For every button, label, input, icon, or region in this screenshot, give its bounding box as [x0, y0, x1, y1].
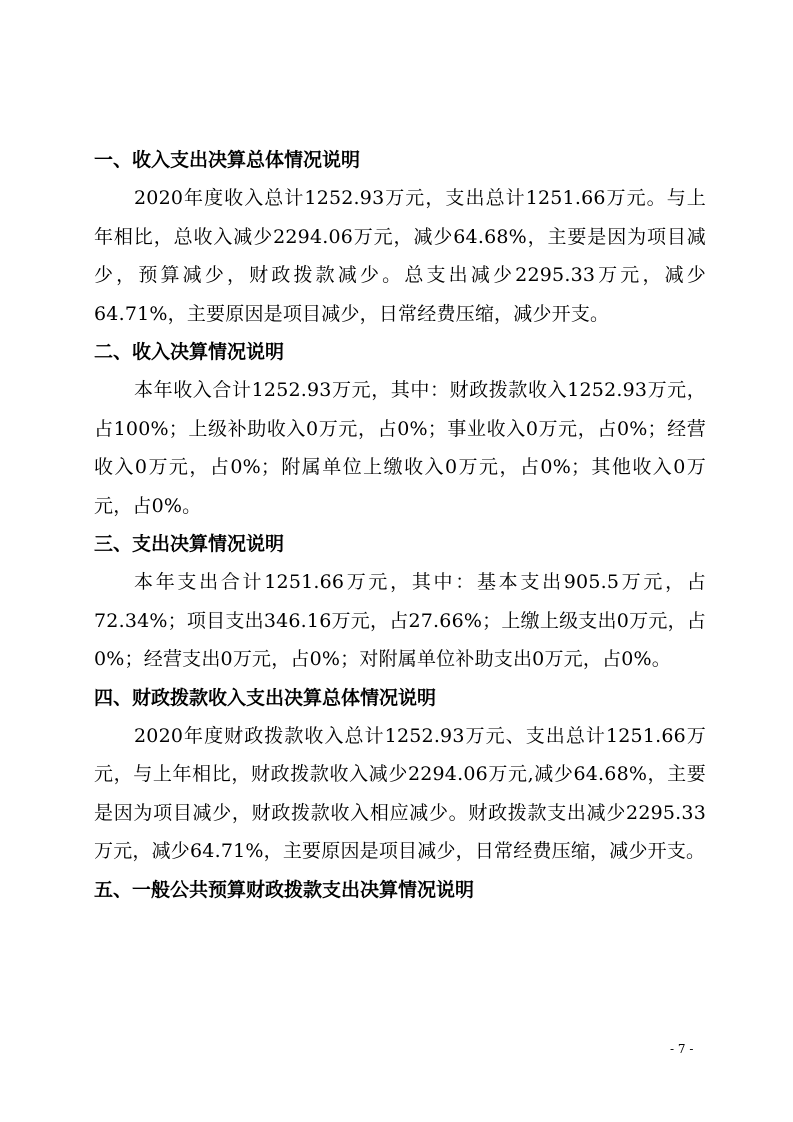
section-income-expenditure-overview	[94, 141, 706, 333]
section-heading: 三、支出决算情况说明	[94, 533, 285, 555]
section-heading: 四、财政拨款收入支出决算总体情况说明	[94, 686, 437, 709]
section-general-public-budget	[94, 871, 706, 909]
section-income	[94, 333, 706, 525]
document-body	[94, 141, 706, 909]
section-paragraph: 本年支出合计1251.66万元，其中：基本支出905.5万元，占72.34%；项目支出346.16万元，占27.66%；上缴上级支出0万元，占0%；经营支出0万元，占0%；对附属单位补助支出0万元，占0%。	[94, 571, 706, 670]
section-paragraph: 2020年度财政拨款收入总计1252.93万元、支出总计1251.66万元，与上年相比，财政拨款收入减少2294.06万元,减少64.68%，主要是因为项目减少，财政拨款收入相应减少。财政拨款支出减少2295.33万元，减少64.71%，主要原因是项目减少，日常经费压缩，减少开支。	[94, 724, 706, 862]
section-paragraph: 2020年度收入总计1252.93万元，支出总计1251.66万元。与上年相比，总收入减少2294.06万元，减少64.68%，主要是因为项目减少，预算减少，财政拨款减少。总支出减少2295.33万元，减少64.71%，主要原因是项目减少，日常经费压缩，减少开支。	[94, 187, 706, 325]
page-number: - 7 -	[670, 1042, 694, 1056]
section-heading: 一、收入支出决算总体情况说明	[94, 149, 361, 171]
section-expenditure	[94, 525, 706, 679]
section-fiscal-appropriation-overview	[94, 679, 706, 871]
section-heading: 二、收入决算情况说明	[94, 341, 285, 363]
section-heading: 五、一般公共预算财政拨款支出决算情况说明	[94, 878, 475, 901]
section-paragraph: 本年收入合计1252.93万元，其中：财政拨款收入1252.93万元，占100%；上级补助收入0万元，占0%；事业收入0万元，占0%；经营收入0万元，占0%；附属单位上缴收入0万元，占0%；其他收入0万元，占0%。	[94, 379, 706, 517]
